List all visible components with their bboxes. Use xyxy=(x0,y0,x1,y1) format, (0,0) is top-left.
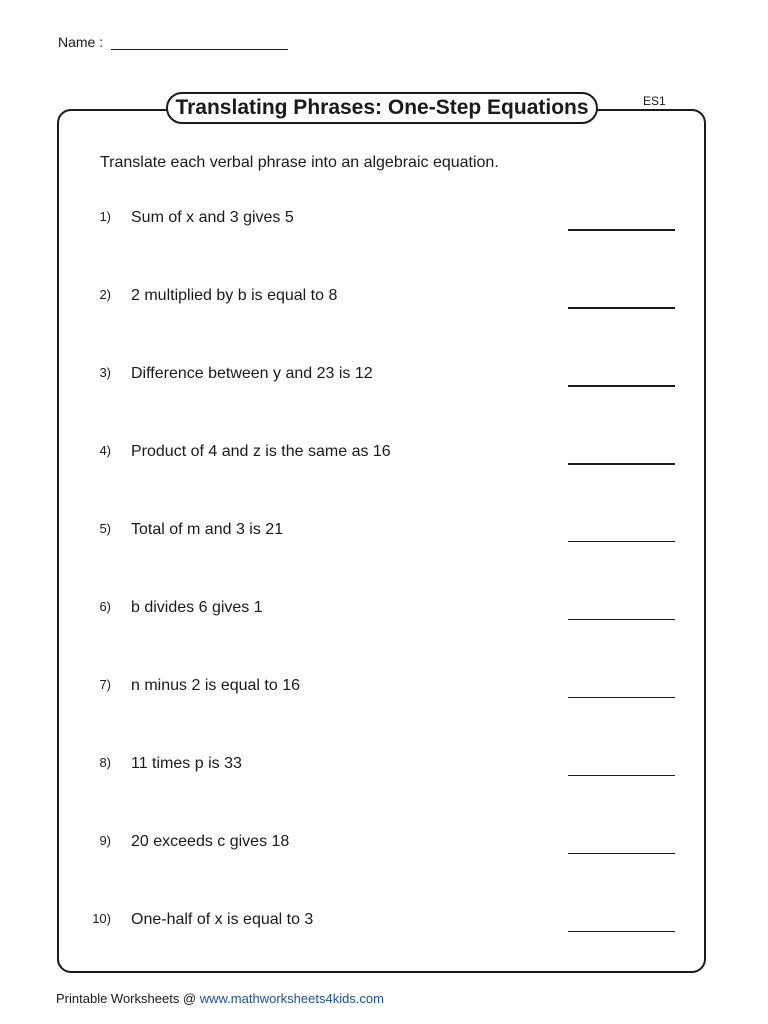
answer-line[interactable] xyxy=(568,463,675,465)
answer-line[interactable] xyxy=(568,619,675,620)
problem-number: 4) xyxy=(99,443,111,458)
answer-line[interactable] xyxy=(568,385,675,387)
worksheet-code: ES1 xyxy=(643,94,666,108)
problem-item xyxy=(0,365,768,405)
problem-item xyxy=(0,911,768,951)
footer-link[interactable]: www.mathworksheets4kids.com xyxy=(199,991,384,1006)
problem-number: 3) xyxy=(99,365,111,380)
answer-line[interactable] xyxy=(568,853,675,854)
problem-number: 5) xyxy=(99,521,111,536)
answer-line[interactable] xyxy=(568,307,675,309)
problem-item xyxy=(0,677,768,717)
answer-line[interactable] xyxy=(568,697,675,698)
problem-number: 8) xyxy=(99,755,111,770)
answer-line[interactable] xyxy=(568,775,675,776)
problem-item xyxy=(0,443,768,483)
problem-phrase: 20 exceeds c gives 18 xyxy=(131,833,290,850)
problem-phrase: Sum of x and 3 gives 5 xyxy=(131,209,294,226)
problem-item xyxy=(0,521,768,561)
problem-item xyxy=(0,755,768,795)
problem-phrase: Product of 4 and z is the same as 16 xyxy=(131,443,391,460)
problem-phrase: b divides 6 gives 1 xyxy=(131,599,263,616)
problem-item xyxy=(0,209,768,249)
problem-phrase: 2 multiplied by b is equal to 8 xyxy=(131,287,338,304)
problem-phrase: n minus 2 is equal to 16 xyxy=(131,677,300,694)
problem-phrase: One-half of x is equal to 3 xyxy=(131,911,314,928)
problem-number: 1) xyxy=(99,209,111,224)
answer-line[interactable] xyxy=(568,931,675,932)
problem-number: 6) xyxy=(99,599,111,614)
problem-phrase: 11 times p is 33 xyxy=(131,755,242,772)
footer-prefix: Printable Worksheets @ xyxy=(56,991,197,1006)
problem-item xyxy=(0,599,768,639)
problem-phrase: Total of m and 3 is 21 xyxy=(131,521,284,538)
problem-item xyxy=(0,287,768,327)
problem-number: 2) xyxy=(99,287,111,302)
name-row xyxy=(58,33,288,50)
problem-phrase: Difference between y and 23 is 12 xyxy=(131,365,373,382)
answer-line[interactable] xyxy=(568,229,675,231)
footer xyxy=(56,991,384,1006)
problem-number: 10) xyxy=(92,911,111,926)
worksheet-title: Translating Phrases: One-Step Equations xyxy=(166,92,598,124)
name-field[interactable] xyxy=(111,33,288,50)
problem-item xyxy=(0,833,768,873)
name-label: Name : xyxy=(58,34,104,50)
instruction-text: Translate each verbal phrase into an algebraic equation. xyxy=(100,154,499,171)
problem-number: 7) xyxy=(99,677,111,692)
problem-number: 9) xyxy=(99,833,111,848)
answer-line[interactable] xyxy=(568,541,675,542)
